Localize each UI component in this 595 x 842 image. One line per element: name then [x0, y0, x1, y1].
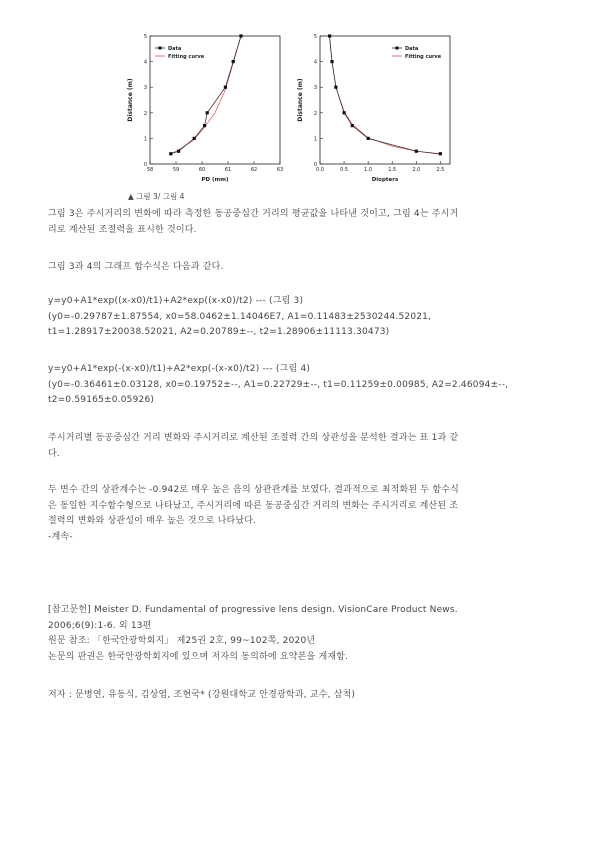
data-point	[328, 34, 331, 37]
data-point	[193, 137, 196, 140]
y-axis-label: Distance (m)	[127, 78, 134, 122]
formula-figure-4	[48, 362, 508, 409]
text-line: 논문의 판권은 한국안광학회지에 있으며 저자의 동의하에 요약본을 게재함.	[48, 651, 349, 662]
data-point	[169, 152, 172, 155]
y-tick-label: 5	[143, 34, 147, 40]
text-line: t1=1.28917±20038.52021, A2=0.20789±--, t2=1.28906±11113.30473)	[48, 327, 390, 337]
data-point	[177, 150, 180, 153]
legend-data-label: Data	[168, 46, 182, 52]
x-tick-label: 63	[276, 167, 284, 173]
y-tick-label: 2	[313, 110, 317, 117]
text-line: y=y0+A1*exp((x-x0)/t1)+A2*exp((x-x0)/t2) --- (그림 3)	[48, 296, 304, 306]
text-line: [참고문헌] Meister D. Fundamental of progressive lens design. VisionCare Product News.	[48, 605, 458, 615]
text-line: 그림 3과 4의 그래프 함수식은 다음과 같다.	[48, 262, 224, 272]
text-line: 은 동일한 지수함수형으로 나타났고, 주시거리에 따른 동공중심간 거리의 변화는 주시거리로 계산된 조	[48, 500, 459, 511]
continued-mark: -계속-	[48, 531, 73, 542]
data-point	[232, 60, 235, 63]
y-tick-label: 2	[143, 110, 147, 117]
legend	[392, 46, 442, 60]
x-tick-label: 62	[250, 167, 258, 173]
legend-fit-label: Fitting curve	[405, 54, 442, 60]
x-tick-label: 58	[146, 167, 154, 173]
legend-fit-label: Fitting curve	[168, 54, 205, 60]
author-line	[48, 688, 355, 704]
y-tick-label: 5	[313, 34, 317, 40]
figure-caption: ▲ 그림 3/ 그림 4	[128, 192, 185, 201]
reference-block	[48, 603, 458, 665]
text-line: 원문 참조: 「한국안광학회지」 제25권 2호, 99~102쪽, 2020년	[48, 636, 316, 646]
data-point	[206, 111, 209, 114]
x-tick-label: 60	[198, 167, 206, 173]
text-line: 그림 3은 주시거리의 변화에 따라 측정한 동공중심간 거리의 평균값을 나타낸 것이고, 그림 4는 주시거	[48, 209, 459, 219]
x-tick-label: 2.5	[436, 167, 445, 173]
data-point	[439, 152, 442, 155]
data-point	[342, 111, 345, 114]
y-tick-label: 0	[313, 162, 317, 168]
y-tick-label: 1	[313, 136, 317, 143]
paragraph-conclusion	[48, 483, 459, 545]
legend	[155, 46, 205, 60]
data-point	[367, 137, 370, 140]
x-axis-label: PD (mm)	[201, 177, 229, 183]
text-line: 주시거리별 동공중심간 거리 변화와 주시거리로 계산된 조절력 간의 상관성을 분석한 결과는 표 1과 같	[48, 433, 459, 443]
figure-panel	[128, 30, 468, 194]
text-line: (y0=-0.36461±0.03128, x0=0.19752±--, A1=0.22729±--, t1=0.11259±0.00985, A2=2.46094±--,	[48, 379, 509, 390]
text-line: (y0=-0.29787±1.87554, x0=58.0462±1.14046E7, A1=0.11483±2530244.52021,	[48, 311, 432, 322]
text-line: 2006;6(9):1-6. 외 13편	[48, 620, 152, 631]
text-line: t2=0.59165±0.05926)	[48, 395, 155, 405]
x-tick-label: 1.5	[388, 167, 397, 173]
legend-data-label: Data	[405, 46, 419, 52]
text-line: 리로 계산된 조절력을 표시한 것이다.	[48, 224, 197, 235]
text-line: 두 변수 간의 상관계수는 -0.942로 매우 높은 음의 상관관계를 보였다. 결과적으로 최적화된 두 함수식	[48, 485, 460, 495]
x-tick-label: 61	[224, 167, 232, 173]
text-line: y=y0+A1*exp(-(x-x0)/t1)+A2*exp(-(x-x0)/t2) --- (그림 4)	[48, 364, 311, 374]
chart-figure-3	[127, 34, 283, 183]
y-tick-label: 1	[143, 136, 147, 143]
y-axis-label: Distance (m)	[297, 78, 304, 122]
paragraph-figure-description	[48, 207, 458, 238]
y-tick-label: 0	[143, 162, 147, 168]
x-tick-label: 1.0	[364, 167, 373, 173]
formula-figure-3	[48, 294, 431, 341]
x-tick-label: 2.0	[412, 167, 421, 173]
text-line: 다.	[48, 448, 60, 459]
data-point	[330, 60, 333, 63]
x-tick-label: 0.0	[316, 167, 324, 173]
data-point	[334, 86, 337, 89]
figures-svg	[128, 30, 468, 190]
data-point	[203, 124, 206, 127]
x-tick-label: 59	[172, 167, 180, 173]
x-axis-label: Diopters	[371, 177, 399, 183]
y-tick-label: 3	[143, 85, 147, 92]
data-point	[351, 124, 354, 127]
y-tick-label: 4	[313, 59, 317, 66]
paragraph-correlation	[48, 431, 458, 462]
paragraph-formula-intro	[48, 260, 224, 276]
x-tick-label: 0.5	[340, 167, 349, 173]
data-point	[415, 150, 418, 153]
chart-figure-4	[297, 34, 450, 183]
text-line: 절력의 변화와 상관성이 매우 높은 것으로 나타났다.	[48, 516, 257, 526]
y-tick-label: 3	[313, 85, 317, 92]
y-tick-label: 4	[143, 59, 147, 66]
text-line: 저자 : 문병연, 유동식, 김상엽, 조현국* (강원대학교 안경광학과, 교수, 삼척)	[48, 690, 356, 700]
data-point	[224, 86, 227, 89]
data-point	[239, 34, 242, 37]
